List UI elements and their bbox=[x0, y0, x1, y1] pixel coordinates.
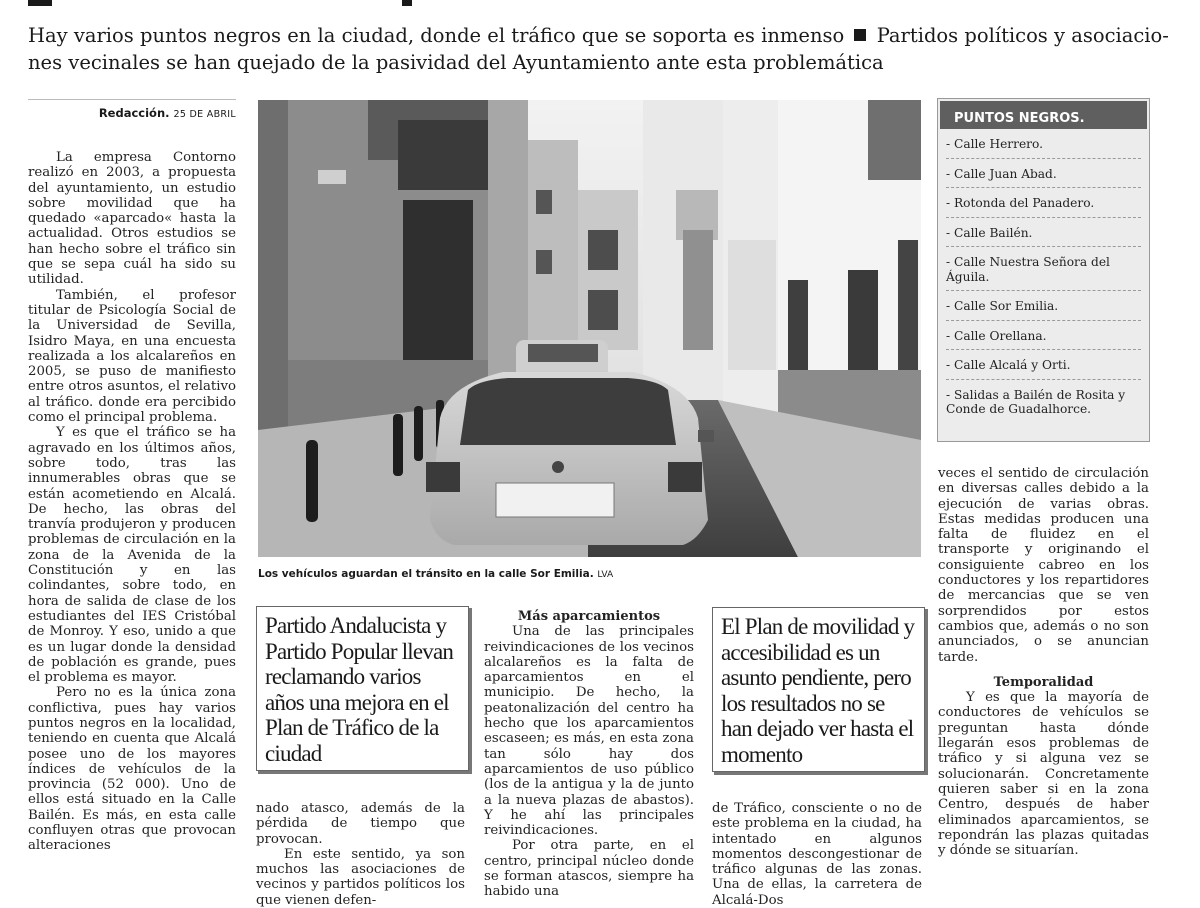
byline-date: 25 DE ABRIL bbox=[173, 109, 236, 120]
article-subheadline bbox=[28, 22, 1178, 76]
column-5 bbox=[938, 466, 1149, 900]
paragraph: La empresa Contorno realizó en 2003, a propuesta del ayuntamiento, un estudio sobre movilidad que ha quedado «aparcado« hasta la actualidad. Otros estudios se han hecho sobre el tráfico sin que se sepa cuál ha sido su utilidad. bbox=[28, 150, 236, 288]
list-item: - Calle Juan Abad. bbox=[946, 159, 1141, 189]
paragraph: En este sentido, ya son muchos las asociaciones de vecinos y partidos políticos los que vienen defen- bbox=[256, 846, 465, 908]
pull-quote-text: El Plan de movilidad y accesibilidad es un asunto pendiente, pero los resultados no se han dejado ver hasta el momento bbox=[721, 614, 915, 767]
list-item: - Calle Bailén. bbox=[946, 218, 1141, 248]
square-bullet-icon bbox=[854, 29, 866, 41]
black-spots-sidebar bbox=[937, 98, 1150, 442]
paragraph: veces el sentido de circulación en diversas calles debido a la ejecución de varias obras. Estas medidas producen una falta de fluidez en el transporte y originando el consiguiente cabreo en los conductores y los repartidores de mercancias que se ven sorprendidos por estos cambios que, además o no son anunciados, o se anuncian tarde. bbox=[938, 466, 1149, 665]
paragraph: Y es que la mayoría de conductores de vehículos se preguntan hasta dónde llegarán esos problemas de tráfico y si alguna vez se solucionarán. Concretamente quieren saber si en la zona Centro, después de haber eliminados aparcamientos, se repondrán las plazas quitadas y dónde se situarían. bbox=[938, 690, 1149, 859]
list-item: - Calle Sor Emilia. bbox=[946, 291, 1141, 321]
black-spots-list bbox=[938, 129, 1149, 423]
sidebar-title: PUNTOS NEGROS. bbox=[940, 101, 1147, 129]
list-item: - Salidas a Bailén de Rosita y Conde de Guadalhorce. bbox=[946, 387, 1126, 416]
paragraph: También, el profesor titular de Psicología Social de la Universidad de Sevilla, Isidro Maya, en una encuesta realizada a los alcalareños en 2005, se puso de manifiesto entre otros asuntos, el relativo al tráfico. donde era percibido como el principal problema. bbox=[28, 287, 236, 426]
section-heading: Más aparcamientos bbox=[517, 609, 661, 624]
subhead-part-2: Partidos políticos y asociacio- bbox=[876, 24, 1169, 47]
street-photo bbox=[258, 100, 921, 557]
section-heading: Temporalidad bbox=[993, 674, 1094, 690]
byline bbox=[28, 106, 236, 120]
list-item: - Calle Orellana. bbox=[946, 321, 1141, 351]
subhead-part-1: Hay varios puntos negros en la ciudad, donde el tráfico que se soporta es inmenso bbox=[28, 24, 845, 47]
column-1 bbox=[28, 150, 236, 900]
paragraph: Por otra parte, en el centro, principal núcleo donde se forman atascos, siempre ha habido una bbox=[484, 838, 694, 900]
subhead-part-3: nes vecinales se han quejado de la pasividad del Ayuntamiento ante esta problemática bbox=[28, 51, 884, 74]
byline-rule bbox=[28, 99, 236, 100]
spacer bbox=[938, 665, 1149, 675]
top-rule-fragment bbox=[402, 0, 412, 6]
caption-text: Los vehículos aguardan el tránsito en la calle Sor Emilia. bbox=[258, 568, 594, 580]
column-3 bbox=[484, 609, 694, 900]
photo-caption bbox=[258, 568, 921, 580]
list-item: - Calle Nuestra Señora del Águila. bbox=[946, 247, 1141, 291]
list-item: - Rotonda del Panadero. bbox=[946, 188, 1141, 218]
paragraph: Y es que el tráfico se ha agravado en los últimos años, sobre todo, tras las innumerables obras que se están acometiendo en Alcalá. De hecho, las obras del tranvía produjeron y producen problemas de circulación en la zona de la Avenida de la Constitución y en las colindantes, sobre todo, en hora de salida de clase de los estudiantes del IES Cristóbal de Monroy. Y eso, unido a que es un lugar donde la densidad de población es grande, pues el problema es mayor. bbox=[28, 425, 236, 686]
column-2 bbox=[256, 801, 465, 908]
pull-quote-2 bbox=[712, 607, 925, 772]
byline-author: Redacción. bbox=[98, 106, 170, 120]
paragraph: de Tráfico, consciente o no de este problema en la ciudad, ha intentado en algunos momentos descongestionar de tráfico algunas de las zonas. Una de ellas, la carretera de Alcalá-Dos bbox=[712, 801, 922, 908]
street-scene-illustration bbox=[258, 100, 921, 557]
paragraph: Una de las principales reivindicaciones de los vecinos alcalareños es la falta de aparcamientos en el municipio. De hecho, la peatonalización del centro ha hecho que los aparcamientos escaseen; es más, en esta zona tan sólo hay dos aparcamientos de uso público (los de la antigua y la de junto a la nueva plazas de abastos). Y he ahí las principales reivindicaciones. bbox=[484, 624, 694, 839]
pull-quote-1 bbox=[256, 606, 469, 771]
list-item: - Calle Herrero. bbox=[946, 129, 1141, 159]
paragraph: Pero no es la única zona conflictiva, pues hay varios puntos negros en la localidad, teniendo en cuenta que Alcalá posee uno de los mayores índices de vehículos de la provincia (52 000). Uno de ellos está situado en la Calle Bailén. Es más, en esta calle confluyen otras que provocan alteraciones bbox=[28, 685, 236, 854]
top-rule-fragment bbox=[28, 0, 52, 6]
pull-quote-text: Partido Andalucista y Partido Popular llevan reclamando varios años una mejora en el Plan de Tráfico de la ciudad bbox=[265, 613, 454, 766]
column-4 bbox=[712, 801, 922, 908]
paragraph: nado atasco, además de la pérdida de tiempo que provocan. bbox=[256, 801, 465, 847]
list-item: - Calle Alcalá y Orti. bbox=[946, 350, 1141, 380]
photo-credit: LVA bbox=[597, 570, 614, 580]
